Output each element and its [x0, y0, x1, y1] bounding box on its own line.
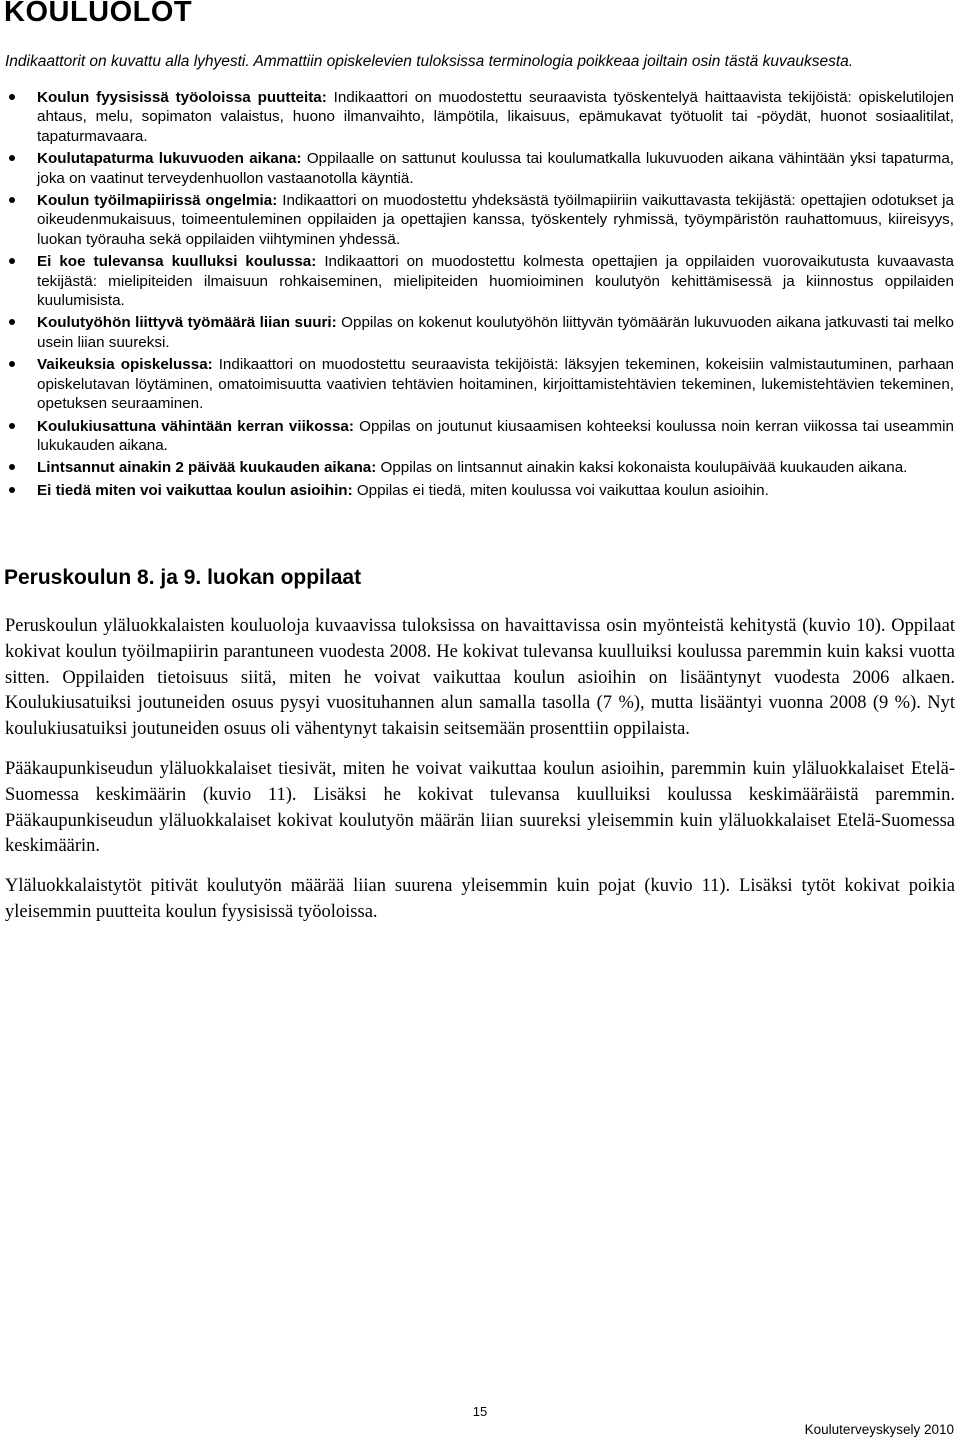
bullet-icon — [9, 487, 15, 493]
indicator-term: Vaikeuksia opiskelussa: — [37, 356, 213, 374]
indicator-list — [0, 88, 960, 503]
bullet-icon — [9, 258, 15, 264]
indicator-description: Indikaattori on muodostettu kolmesta opettajien ja oppilaiden vuorovaikutusta kuvaavasta tekijästä: mielipiteiden ilmaisuun rohkaiseminen, mielipiteiden huomioiminen koulutyön kehittämisessä ja kiinnostus oppilaiden kuulumisista. — [37, 253, 954, 310]
page-title: KOULUOLOT — [4, 0, 193, 28]
page-number: 15 — [472, 1404, 488, 1419]
list-item — [0, 458, 960, 477]
indicator-description: Indikaattori on muodostettu seuraavista työskentelyä haittaavista tekijöistä: opiskelutilojen ahtaus, melu, sopimaton valaistus, huono ilmanvaihto, lämpötila, likaisuus, epämukavat työtuolit tai -pöydät, huonot sosiaalitilat, tapaturmavaara. — [37, 89, 954, 145]
indicator-term: Lintsannut ainakin 2 päivää kuukauden aikana: — [37, 459, 377, 477]
indicator-term: Koulun työilmapiirissä ongelmia: — [37, 192, 278, 210]
indicator-term: Ei tiedä miten voi vaikuttaa koulun asioihin: — [37, 481, 353, 499]
footer-publication: Kouluterveyskysely 2010 — [804, 1422, 954, 1437]
list-item — [0, 191, 960, 249]
bullet-icon — [9, 361, 15, 367]
bullet-icon — [9, 464, 15, 470]
indicator-description: Oppilas on kokenut koulutyöhön liittyvän työmäärän lukuvuoden aikana jatkuvasti tai melko usein liian suureksi. — [37, 314, 955, 351]
body-paragraph: Pääkaupunkiseudun yläluokkalaiset tiesivät, miten he voivat vaikuttaa koulun asioihin, paremmin kuin yläluokkalaiset Etelä-Suomessa keskimäärin (kuvio 11). Lisäksi he kokivat tulevansa kuulluiksi koulussa keskimääräistä paremmin. Pääkaupunkiseudun yläluokkalaiset kokivat koulutyön määrän liian suureksi yleisemmin kuin yläluokkalaiset Etelä-Suomessa keskimäärin. — [5, 758, 955, 857]
indicator-description: Oppilas on joutunut kiusaamisen kohteeksi koulussa noin kerran viikossa tai useammin lukukauden aikana. — [37, 417, 954, 454]
body-paragraph: Peruskoulun yläluokkalaisten kouluoloja kuvaavissa tuloksissa on havaittavissa osin myönteistä kehitystä (kuvio 10). Oppilaat kokivat koulun työilmapiirin parantuneen vuodesta 2008. He kokivat tulevansa kuulluiksi koulussa paremmin kuin kaksi vuotta sitten. Oppilaiden tietoisuus siitä, miten he voivat vaikuttaa koulun asioihin on lisääntynyt vuodesta 2006 alkaen. Koulukiusatuiksi joutuneiden osuus pysyi vuosituhannen alun samalla tasolla (7 %), mutta lisääntyi vuonna 2008 (9 %). Nyt koulukiusatuiksi joutuneiden osuus oli vähentynyt takaisin seitsemään prosenttiin oppilaista. — [5, 616, 955, 740]
list-item — [0, 88, 960, 146]
list-item — [0, 252, 960, 310]
indicator-description: Indikaattori on muodostettu seuraavista tekijöistä: läksyjen tekeminen, kokeisiin valmistautuminen, parhaan opiskelutavan löytäminen, omatoimisuutta vaativien tehtävien hoitaminen, kirjoittamistehtävien tekeminen, lukemistehtävien tekeminen, opetuksen seuraaminen. — [37, 356, 954, 413]
body-paragraph: Yläluokkalaistytöt pitivät koulutyön määrää liian suurena yleisemmin kuin pojat (kuvio 11). Lisäksi tytöt kokivat poikia yleisemmin puutteita koulun fyysisissä työoloissa. — [5, 876, 955, 922]
list-item — [0, 149, 960, 188]
indicator-term: Koulutapaturma lukuvuoden aikana: — [37, 150, 302, 168]
indicator-term: Koulutyöhön liittyvä työmäärä liian suuri: — [37, 314, 337, 332]
list-item — [0, 481, 960, 500]
bullet-icon — [9, 423, 15, 429]
bullet-icon — [9, 319, 15, 325]
list-item — [0, 417, 960, 456]
indicator-description: Oppilas on lintsannut ainakin kaksi kokonaista koulupäivää kuukauden aikana. — [376, 459, 908, 477]
indicator-term: Ei koe tulevansa kuulluksi koulussa: — [37, 253, 317, 271]
indicator-description: Oppilas ei tiedä, miten koulussa voi vaikuttaa koulun asioihin. — [352, 481, 769, 499]
bullet-icon — [9, 94, 15, 100]
list-item — [0, 355, 960, 413]
list-item — [0, 313, 960, 352]
body-text — [5, 614, 955, 940]
indicator-term: Koulukiusattuna vähintään kerran viikossa: — [37, 417, 354, 435]
intro-text: Indikaattorit on kuvattu alla lyhyesti. Ammattiin opiskelevien tuloksissa terminologia poikkeaa joiltain osin tästä kuvauksesta. — [5, 53, 854, 70]
indicator-description: Indikaattori on muodostettu yhdeksästä työilmapiiriin vaikuttavasta tekijästä: opettajien odotukset ja oikeudenmukaisuus, toimeentuleminen oppilaiden ja opettajien kanssa, työskentely ryhmissä, työympäristön rauhattomuus, kiireisyys, luokan työrauha sekä oppilaiden viihtyminen yhdessä. — [37, 192, 955, 248]
bullet-icon — [9, 155, 15, 161]
section-heading: Peruskoulun 8. ja 9. luokan oppilaat — [4, 566, 362, 589]
indicator-description: Oppilaalle on sattunut koulussa tai koulumatkalla lukuvuoden aikana vähintään yksi tapaturma, joka on vaatinut terveydenhuollon vastaanotolla käyntiä. — [37, 150, 954, 187]
indicator-term: Koulun fyysisissä työoloissa puutteita: — [37, 89, 327, 106]
bullet-icon — [9, 197, 15, 203]
